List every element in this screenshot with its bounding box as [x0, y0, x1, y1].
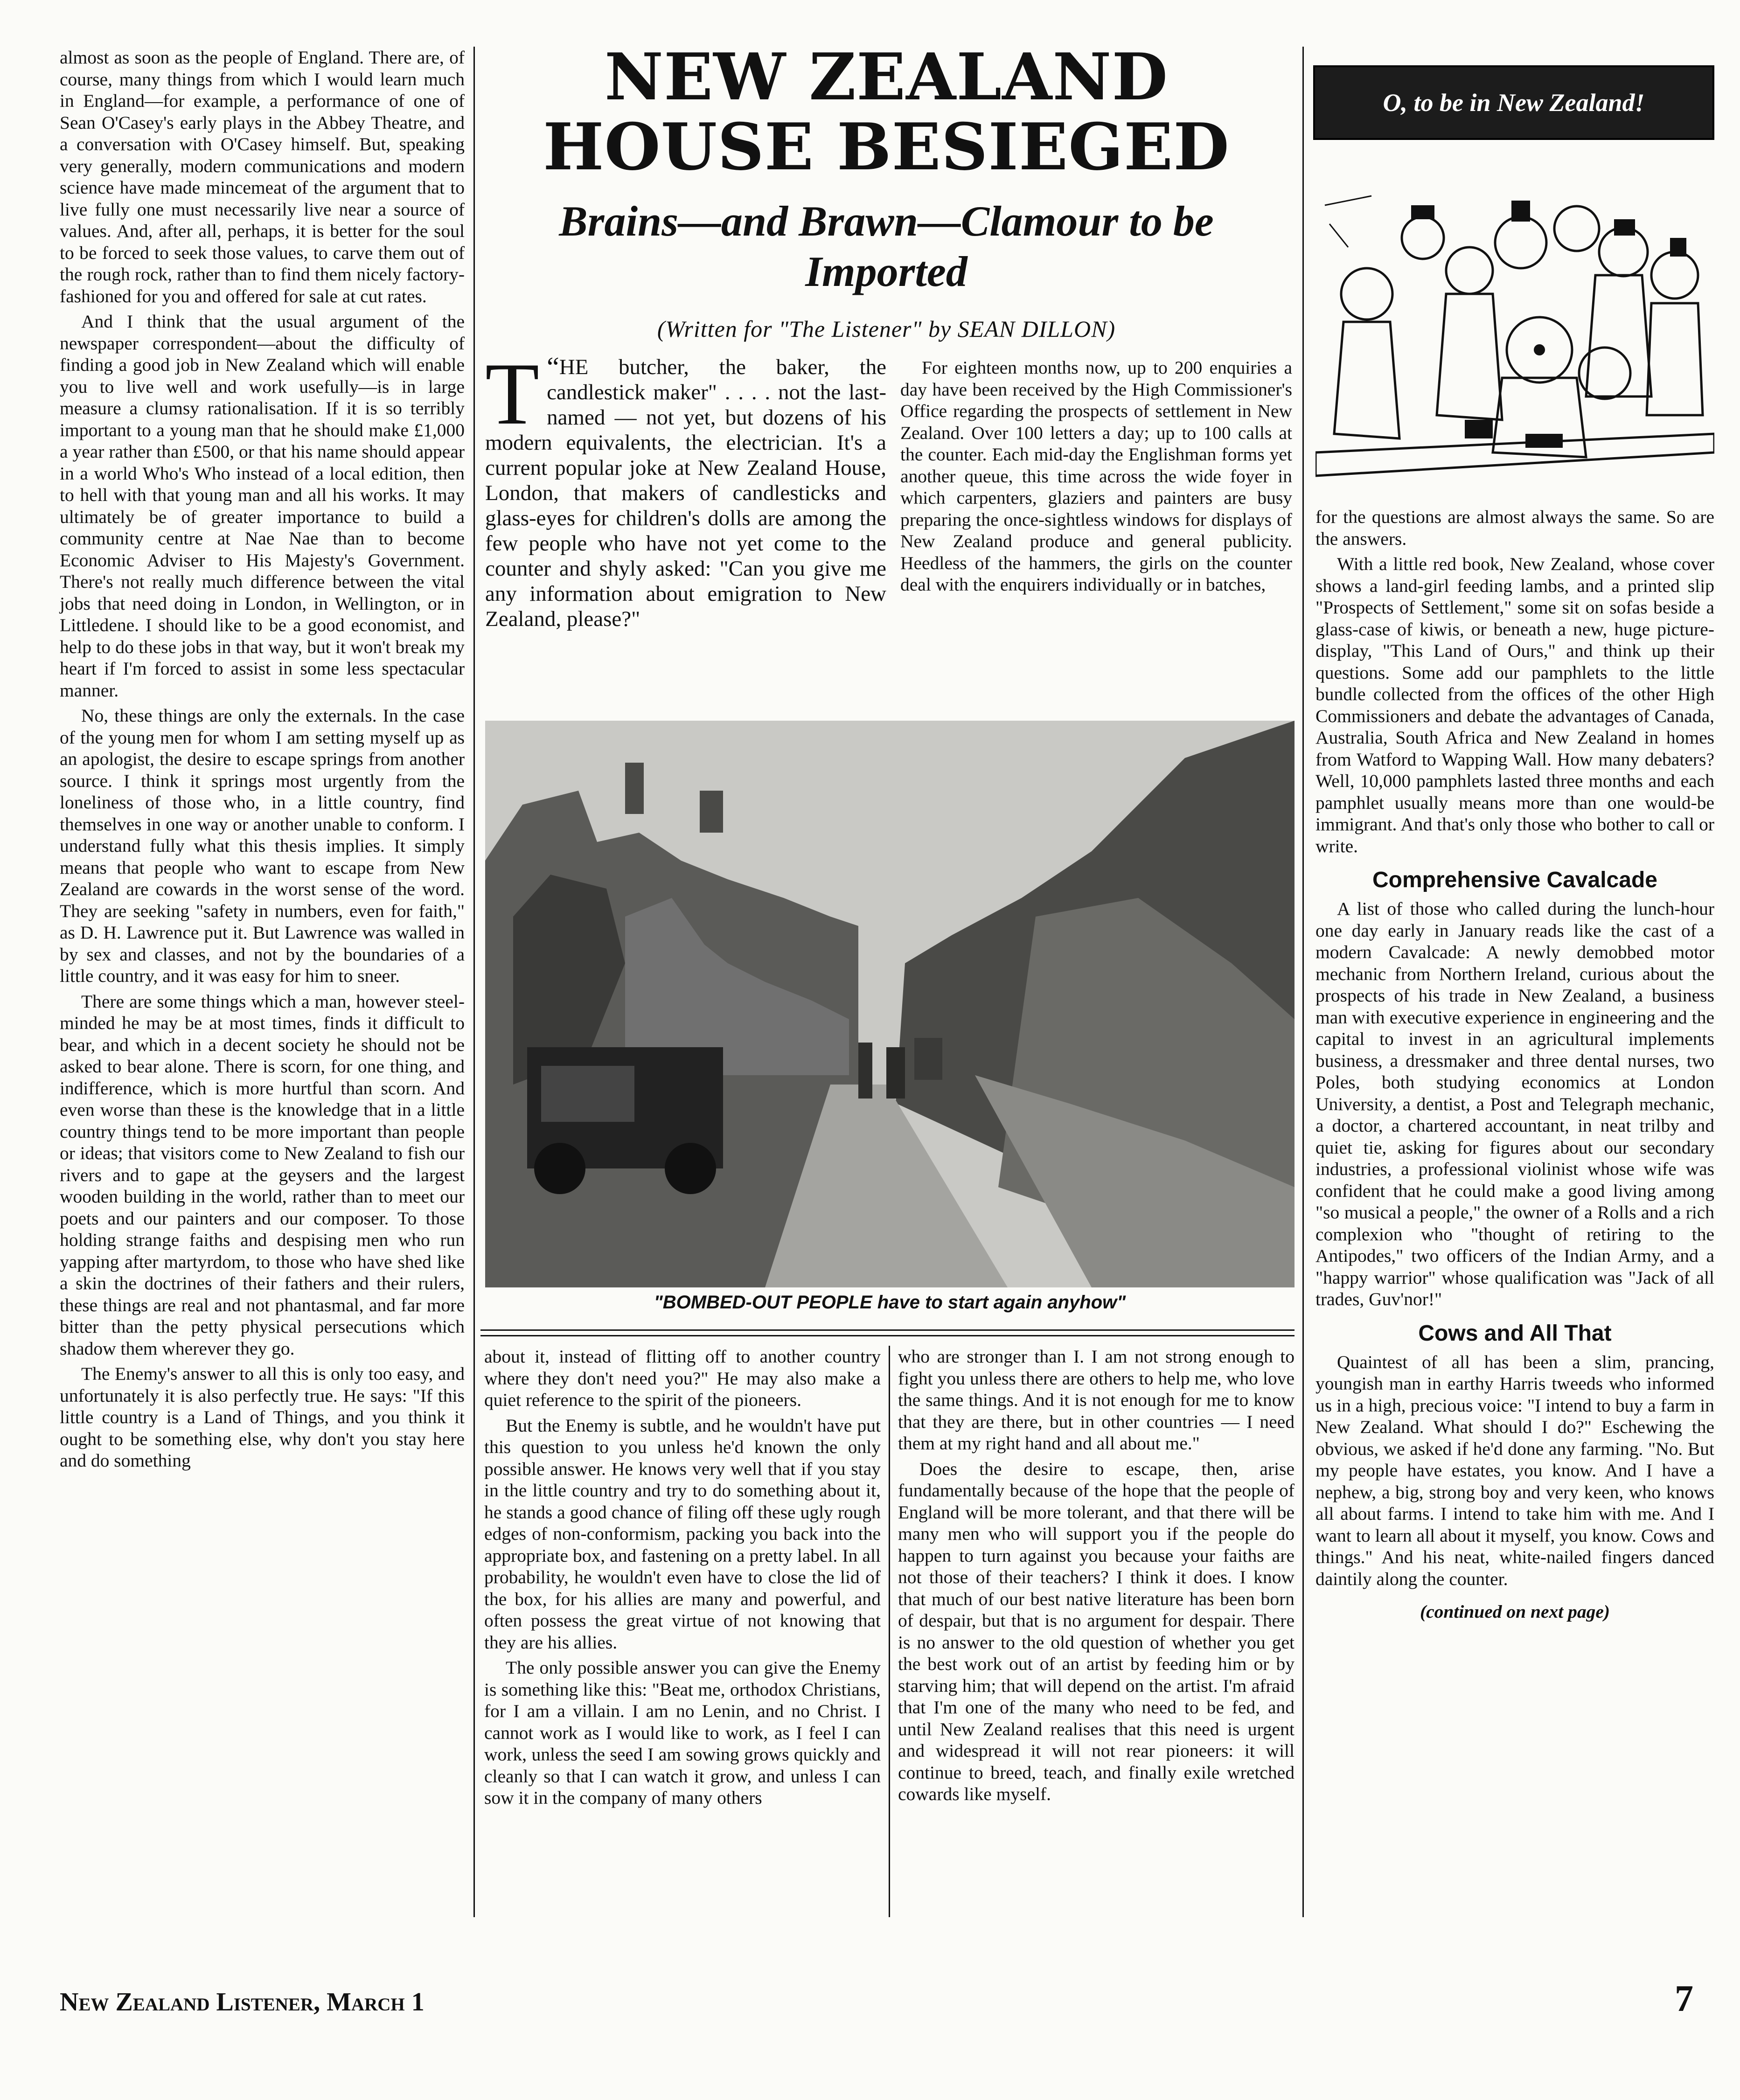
section-rule	[480, 1329, 1295, 1331]
paragraph: about it, instead of flitting off to another country where they don't need you?" He may also make a quiet reference to the spirit of the pioneers.	[484, 1346, 881, 1410]
paragraph: For eighteen months now, up to 200 enquiries a day have been received by the High Commissioner's Office regarding the prospects of settlement in New Zealand. Over 100 letters a day; up to 100 calls at the counter. Each mid-day the Englishman forms yet another queue, this time across the wide foyer in which carpenters, glaziers and painters are busy preparing the once-sightless windows for displays of New Zealand produce and general publicity. Heedless of the hammers, the girls on the counter deal with the enquirers individually or in batches,	[900, 357, 1292, 595]
paragraph: No, these things are only the externals. In the case of the young men for whom I am setting myself up as an apologist, the desire to escape springs from another source. I think it springs most urgently from the loneliness of those who, in a little country, find themselves in one way or another unable to conform. I understand fully what this thesis implies. It simply means that people who want to escape from New Zealand are cowards in the worst sense of the word. They are seeking "safety in numbers, even for faith," as D. H. Lawrence put it. But Lawrence was walled in by sex and classes, and not by the boundaries of a little country, and it was easy for him to sneer.	[60, 705, 465, 986]
headline-block	[480, 39, 1292, 342]
paragraph: Quaintest of all has been a slim, prancing, youngish man in earthy Harris tweeds who informed us in a high, precious voice: "I intend to buy a farm in New Zealand. What should I do?" Eschewing the obvious, we asked if he'd done any farming. "No. But my people have estates, you know. And I have a nephew, a big, strong boy and very keen, who knows all about farms. I intend to take him with me. And I want to learn all about it myself, you know. Cows and things." And his neat, white-nailed fingers danced daintily along the counter.	[1315, 1351, 1714, 1589]
paragraph: There are some things which a man, however steel-minded he may be at most times, finds it difficult to bear, and which in a decent society he should not be asked to bear alone. There is scorn, for one thing, and indifference, which is more hurtful than scorn. And even worse than these is the knowledge that in a little country things tend to be more important than people or ideas; that visitors come to New Zealand to fish our rivers and to gape at the geysers and the largest wooden building in the world, rather than to meet our poets and our painters and our composer. To those holding strange faiths and despising men who run yapping after martyrdom, to those who have shed like a skin the doctrines of their fathers and their rulers, these things are real and not phantasmal, and far more bitter than the petty physical persecutions which shadow them wherever they go.	[60, 991, 465, 1359]
section-heading: Comprehensive Cavalcade	[1372, 868, 1657, 892]
intro-column	[900, 357, 1292, 599]
footer-publication: New Zealand Listener, March 1	[60, 1988, 425, 2017]
paragraph: But the Enemy is subtle, and he wouldn't have put this question to you unless he'd known the only possible answer. He knows very well that if you stay in the little country and try to do something about it, he stands a good chance of filing off these ugly rough edges of non-conformism, packing you back into the appropriate box, and fastening on a pretty label. In all probability, he wouldn't even have to close the lid of the box, for his allies are many and powerful, and often possess the great virtue of not knowing that they are his allies.	[484, 1415, 881, 1653]
sidebar-banner: O, to be in New Zealand!	[1313, 65, 1714, 140]
page-number: 7	[1675, 1978, 1693, 2019]
quote-mark: “	[547, 352, 559, 382]
right-lower-column	[898, 1346, 1295, 1809]
paragraph: A list of those who called during the lunch-hour one day early in January reads like the cast of a modern Cavalcade: A newly demobbed motor mechanic from Northern Ireland, curious about the prospects of his trade in New Zealand, a business man with executive experience in engineering and the capital to invest in an agricultural implements business, a dressmaker and three dental nurses, two Poles, both studying economics at London University, a dentist, a Post and Telegraph mechanic, a doctor, a chartered accountant, in neat trilby and quiet tie, asking for figures about our secondary industries, a professional violinist whose wife was confident that he could make a good living among "so musical a people," the owner of a Rolls and a rich complexion who "thought of retiring to the Antipodes," two officers of the Indian Army, and a "happy warrior" whose qualification was "Jack of all trades, Guv'nor!"	[1315, 898, 1714, 1309]
cartoon-illustration	[1315, 154, 1714, 490]
section-heading: Cows and All That	[1418, 1321, 1612, 1346]
column-rule	[473, 47, 475, 1917]
column-rule	[889, 1346, 890, 1917]
paragraph: Does the desire to escape, then, arise fundamentally because of the hope that the people of England will be more tolerant, and that there will be many men who will support you if the people do happen to turn against you because your faiths are not those of their teachers? I think it does. I know that much of our best native literature has been born of despair, but that is no argument for despair. There is no answer to the old question of whether you get the best work out of an artist by feeding him or by starving him; that will depend on the artist. I'm afraid that I'm one of the many who need to be fed, and until New Zealand realises that this need is urgent and widespread it will not rear pioneers: it will continue to breed, teach, and finally exile wretched cowards like myself.	[898, 1458, 1295, 1804]
paragraph: who are stronger than I. I am not strong enough to fight you unless there are others to help me, who love the same things. And it is not enough for me to know that they are there, but in other countries — I need them at my right hand and all about me."	[898, 1346, 1295, 1453]
bombed-street-photo	[485, 721, 1295, 1287]
lead-paragraph	[485, 345, 886, 632]
paragraph: almost as soon as the people of England. There are, of course, many things from which I would learn much in England—for example, a performance of one of Sean O'Casey's early plays in the Abbey Theatre, and a conversation with O'Casey himself. But, speaking very generally, modern communications and modern science have made mincemeat of the argument that to live fully one must necessarily live near a source of values. And, after all, perhaps, it is better for the soul to be forced to seek those values, to carve them out of the rough rock, rather than to find them nicely factory-fashioned for you and offered for sale at cut rates.	[60, 47, 465, 306]
drop-cap: T	[485, 345, 540, 443]
column-rule	[1302, 47, 1304, 1917]
lead-column	[485, 345, 886, 632]
headline: NEW ZEALAND HOUSE BESIEGED	[543, 39, 1230, 185]
paragraph: The only possible answer you can give the Enemy is something like this: "Beat me, orthodox Christians, for I am a villain. I am no Lenin, and no Christ. I cannot work as I would like to work, as I feel I can work, unless the seed I am sowing grows quickly and cleanly so that I can watch it grow, and unless I can sow it in the company of many others	[484, 1657, 881, 1808]
subheadline: Brains—and Brawn—Clamour to be Imported	[559, 197, 1214, 295]
paragraph: The Enemy's answer to all this is only too easy, and unfortunately it is also perfectly true. He says: "If this little country is a Land of Things, and you think it ought to be something else, why don't you stay here and do something	[60, 1363, 465, 1471]
middle-lower-column	[484, 1346, 881, 1813]
section-rule	[480, 1335, 1295, 1336]
paragraph: And I think that the usual argument of the newspaper correspondent—about the difficulty of finding a good job in New Zealand which will enable you to live well and work usefully—is in large measure a clumsy rationalisation. If it is so terribly important to a young man that he should make £1,000 a year rather than £500, or that his name should appear in a world Who's Who instead of a local edition, then to hell with that young man and all his works. It may ultimately be of greater importance to build a community centre at Nae Nae than to become Economic Adviser to His Majesty's Government. There's not really much difference between the vital jobs that need doing in London, in Wellington, or in Littledene. I should like to be a good economist, and help to do these jobs in that way, but it won't break my heart if I'm forced to assist in some less spectacular manner.	[60, 311, 465, 701]
crowd-cartoon-icon	[1315, 154, 1714, 490]
sidebar-column	[1315, 506, 1714, 1627]
lead-text: HE butcher, the baker, the candlestick maker" . . . . not the last-named — not yet, but dozens of his modern equivalents, the electrician. It's a current popular joke at New Zealand House, London, that makers of candlesticks and glass-eyes for children's dolls are among the few people who have not yet come to the counter and shyly asked: "Can you give me any information about emigration to New Zealand, please?"	[485, 355, 886, 631]
left-column	[60, 47, 465, 1475]
paragraph: With a little red book, New Zealand, whose cover shows a land-girl feeding lambs, and a printed slip "Prospects of Settlement," some sit on sofas beside a glass-case of kiwis, or beneath a new, huge picture-display, "This Land of Ours," and think up their questions. Some add our pamphlets to the little bundle collected from the offices of the other High Commissioners and debate the advantages of Canada, Australia, South Africa and New Zealand in homes from Watford to Wapping Wall. How many debaters? Well, 10,000 pamphlets lasted three months and each pamphlet usually means more than one would-be immigrant. And that's only those who bother to call or write.	[1315, 554, 1714, 856]
paragraph: for the questions are almost always the same. So are the answers.	[1315, 507, 1714, 549]
street-scene-image	[485, 721, 1295, 1287]
continued-note: (continued on next page)	[1420, 1601, 1610, 1622]
byline: (Written for "The Listener" by SEAN DILLON)	[657, 316, 1116, 342]
photo-caption: "BOMBED-OUT PEOPLE have to start again anyhow"	[654, 1292, 1126, 1313]
